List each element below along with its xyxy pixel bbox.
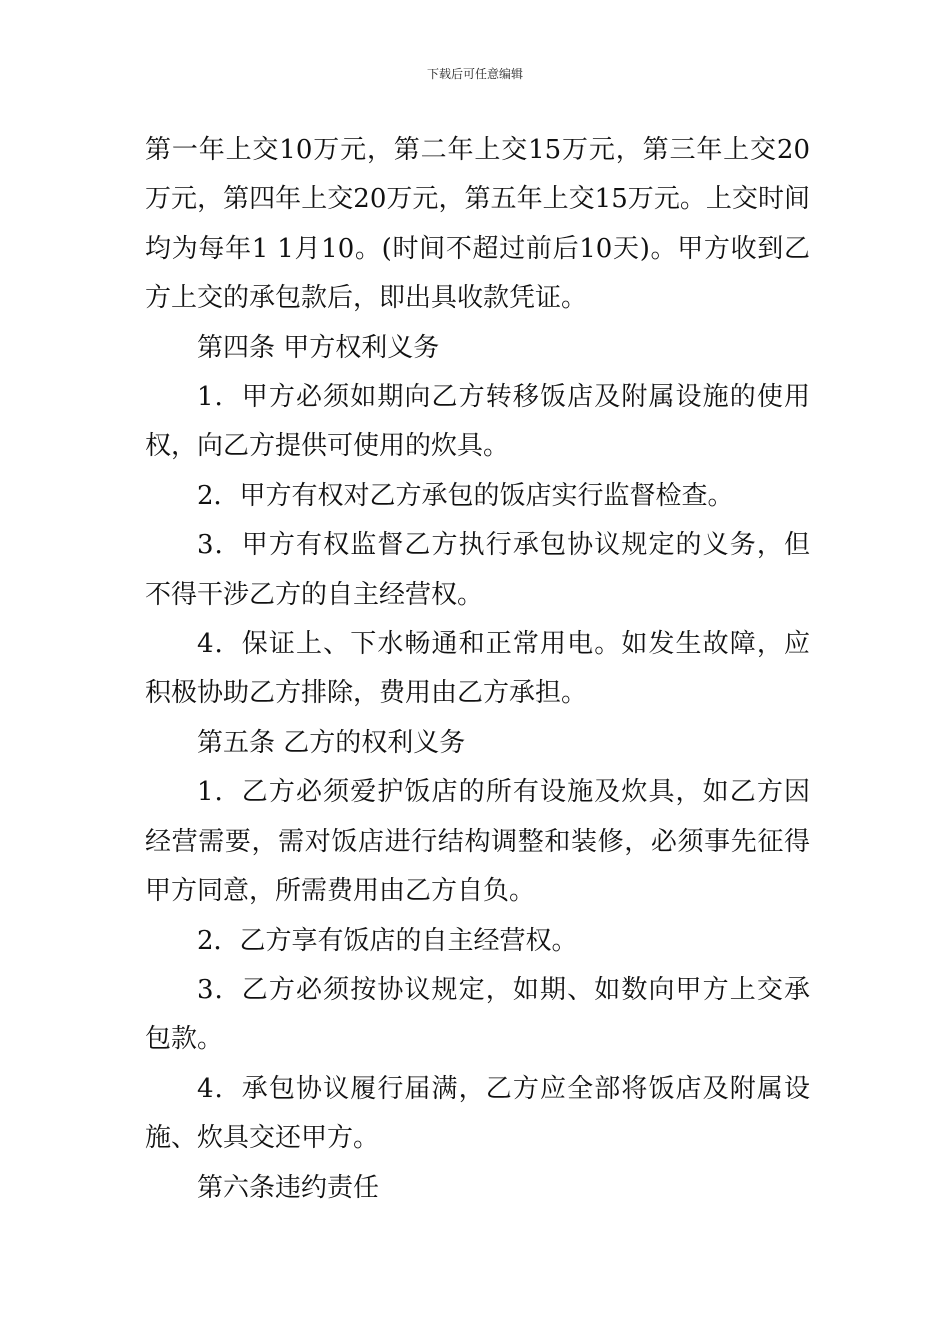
paragraph: 4．保证上、下水畅通和正常用电。如发生故障，应积极协助乙方排除，费用由乙方承担。 (145, 629, 810, 709)
section-heading-article-4: 第四条 甲方权利义务 (197, 332, 440, 363)
paragraph: 1．甲方必须如期向乙方转移饭店及附属设施的使用权，向乙方提供可使用的炊具。 (145, 382, 810, 462)
paragraph: 2．甲方有权对乙方承包的饭店实行监督检查。 (197, 480, 734, 511)
paragraph: 第一年上交10万元，第二年上交15万元，第三年上交20万元，第四年上交20万元，第五年上交15万元。上交时间均为每年1 1月10。(时间不超过前后10天)。甲方收到乙方上交的承包款后，即出具收款凭证。 (145, 135, 810, 314)
paragraph: 3．乙方必须按协议规定，如期、如数向甲方上交承包款。 (145, 974, 810, 1055)
document-body (145, 126, 810, 1213)
page-header: 下载后可任意编辑 (426, 67, 523, 81)
paragraph: 2．乙方享有饭店的自主经营权。 (197, 925, 578, 956)
section-heading-article-6: 第六条违约责任 (197, 1172, 380, 1203)
paragraph: 4．承包协议履行届满，乙方应全部将饭店及附属设施、炊具交还甲方。 (145, 1073, 810, 1154)
paragraph: 1．乙方必须爱护饭店的所有设施及炊具，如乙方因经营需要，需对饭店进行结构调整和装修，必须事先征得甲方同意，所需费用由乙方自负。 (145, 777, 810, 907)
paragraph: 3．甲方有权监督乙方执行承包协议规定的义务，但不得干涉乙方的自主经营权。 (145, 530, 810, 610)
section-heading-article-5: 第五条 乙方的权利义务 (197, 727, 466, 758)
